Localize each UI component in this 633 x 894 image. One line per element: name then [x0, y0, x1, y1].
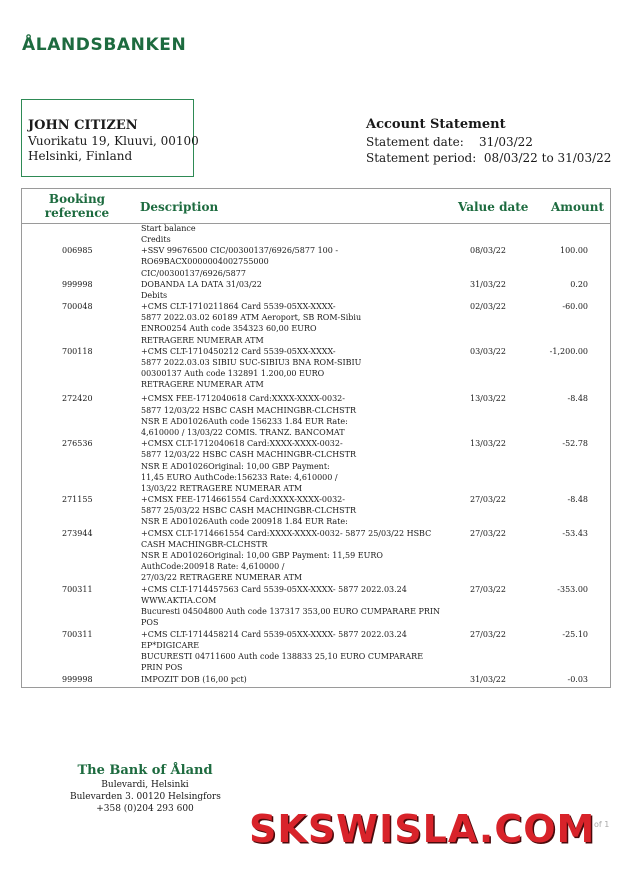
transactions-table [21, 188, 611, 688]
amount-cell: -53.43 [562, 529, 588, 538]
description-cell: 27/03/22 RETRAGERE NUMERAR ATM [141, 573, 303, 582]
description-cell: +CMS CLT-1714458214 Card 5539-05XX-XXXX- 5877 2022.03.24 [141, 630, 407, 639]
booking-ref-cell: 700048 [62, 302, 93, 311]
description-cell: Debits [141, 291, 168, 300]
value-date-cell: 31/03/22 [470, 675, 506, 684]
booking-ref-cell: 272420 [62, 394, 93, 403]
description-cell: Credits [141, 235, 171, 244]
statement-period-label: Statement period: [366, 151, 477, 165]
description-cell: +CMS CLT-1710211864 Card 5539-05XX-XXXX- [141, 302, 336, 311]
booking-ref-cell: 271155 [62, 495, 93, 504]
booking-ref-cell: 700311 [62, 630, 93, 639]
description-cell: +CMS CLT-1714457563 Card 5539-05XX-XXXX- 5877 2022.03.24 [141, 585, 407, 594]
description-cell: NSR E AD01026Original: 10,00 GBP Payment: 11,59 EURO [141, 551, 383, 560]
customer-address-line1: Vuorikatu 19, Kluuvi, 00100 [28, 134, 199, 148]
description-cell: +CMSX FEE-1714661554 Card:XXXX-XXXX-0032- [141, 495, 345, 504]
customer-address-box [21, 99, 199, 177]
description-cell: 4,610000 / 13/03/22 COMIS. TRANZ. BANCOMAT [141, 428, 345, 437]
statement-title: Account Statement [366, 117, 506, 132]
description-cell: 5877 12/03/22 HSBC CASH MACHINGBR-CLCHSTR [141, 406, 357, 415]
description-cell: 5877 25/03/22 HSBC CASH MACHINGBR-CLCHSTR [141, 506, 357, 515]
header-description: Description [140, 200, 219, 214]
description-cell: EP*DIGICARE [141, 641, 200, 650]
booking-ref-cell: 700118 [62, 347, 93, 356]
description-cell: RETRAGERE NUMERAR ATM [141, 380, 264, 389]
description-cell: 11,45 EURO AuthCode:156233 Rate: 4,610000 / [141, 473, 338, 482]
description-cell: BUCURESTI 04711600 Auth code 138833 25,10 EURO CUMPARARE [141, 652, 424, 661]
description-cell: Start balance [141, 224, 196, 233]
bank-logo: ÅLANDSBANKEN [22, 35, 187, 55]
statement-date [366, 134, 611, 150]
header-value-date: Value date [458, 200, 529, 214]
amount-cell: -25.10 [562, 630, 588, 639]
header-ref-line2: reference [44, 206, 110, 220]
description-cell: +CMSX CLT-1712040618 Card:XXXX-XXXX-0032- [141, 439, 343, 448]
amount-cell: -8.48 [567, 394, 588, 403]
description-cell: WWW.AKTIA.COM [141, 596, 217, 605]
amount-cell: 100.00 [560, 246, 588, 255]
amount-cell: -1,200.00 [549, 347, 588, 356]
description-cell: DOBANDA LA DATA 31/03/22 [141, 280, 262, 289]
statement-date-label: Statement date: [366, 135, 464, 149]
description-cell: 00300137 Auth code 132891 1.200,00 EURO [141, 369, 325, 378]
footer-address-line2: Bulevarden 3. 00120 Helsingfors [70, 792, 221, 802]
description-cell: 13/03/22 RETRAGERE NUMERAR ATM [141, 484, 303, 493]
booking-ref-cell: 276536 [62, 439, 93, 448]
statement-info [366, 116, 611, 166]
description-cell: +CMSX FEE-1712040618 Card:XXXX-XXXX-0032- [141, 394, 345, 403]
description-cell: +SSV 99676500 CIC/00300137/6926/5877 100 - [141, 246, 339, 255]
booking-ref-cell: 999998 [62, 280, 93, 289]
value-date-cell: 27/03/22 [470, 529, 506, 538]
description-cell: NSR E AD01026Auth code 156233 1.84 EUR Rate: [141, 417, 348, 426]
value-date-cell: 02/03/22 [470, 302, 506, 311]
description-cell: NSR E AD01026Auth code 200918 1.84 EUR Rate: [141, 517, 348, 526]
description-cell: RETRAGERE NUMERAR ATM [141, 336, 264, 345]
header-ref-line1: Booking [48, 192, 106, 206]
description-cell: Bucuresti 04504800 Auth code 137317 353,00 EURO CUMPARARE PRIN [141, 607, 441, 616]
header-booking-reference [32, 192, 122, 220]
booking-ref-cell: 999998 [62, 675, 93, 684]
description-cell: CASH MACHINGBR-CLCHSTR [141, 540, 268, 549]
statement-period-value: 08/03/22 to 31/03/22 [483, 151, 612, 165]
watermark: SKSWISLA.COM [249, 807, 596, 851]
booking-ref-cell: 700311 [62, 585, 93, 594]
description-cell: POS [141, 618, 159, 627]
statement-period [366, 150, 611, 166]
value-date-cell: 13/03/22 [470, 439, 506, 448]
value-date-cell: 31/03/22 [470, 280, 506, 289]
value-date-cell: 27/03/22 [470, 495, 506, 504]
description-cell: 5877 2022.03.03 SIBIU SUC-SIBIU3 BNA ROM-SIBIU [141, 358, 362, 367]
footer-phone: +358 (0)204 293 600 [96, 804, 194, 814]
footer-bank-name: The Bank of Åland [77, 763, 213, 778]
amount-cell: -0.03 [567, 675, 588, 684]
description-cell: RO69BACX0000004002755000 [141, 257, 269, 266]
amount-cell: -353.00 [557, 585, 588, 594]
value-date-cell: 27/03/22 [470, 585, 506, 594]
description-cell: +CMS CLT-1710450212 Card 5539-05XX-XXXX- [141, 347, 336, 356]
value-date-cell: 03/03/22 [470, 347, 506, 356]
description-cell: 5877 12/03/22 HSBC CASH MACHINGBR-CLCHSTR [141, 450, 357, 459]
description-cell: CIC/00300137/6926/5877 [141, 269, 246, 278]
description-cell: PRIN POS [141, 663, 183, 672]
page-number: of 1 [594, 820, 610, 829]
description-cell: AuthCode:200918 Rate: 4,610000 / [141, 562, 285, 571]
description-cell: IMPOZIT DOB (16,00 pct) [141, 675, 247, 684]
amount-cell: -60.00 [562, 302, 588, 311]
amount-cell: -8.48 [567, 495, 588, 504]
description-cell: ENRO0254 Auth code 354323 60,00 EURO [141, 324, 317, 333]
value-date-cell: 08/03/22 [470, 246, 506, 255]
header-amount: Amount [551, 200, 605, 214]
description-cell: +CMSX CLT-1714661554 Card:XXXX-XXXX-0032- 5877 25/03/22 HSBC [141, 529, 432, 538]
amount-cell: 0.20 [570, 280, 588, 289]
description-cell: 5877 2022.03.02 60189 ATM Aeroport, SB ROM-Sibiu [141, 313, 362, 322]
customer-address-line2: Helsinki, Finland [28, 149, 133, 163]
description-cell: NSR E AD01026Original: 10,00 GBP Payment: [141, 462, 330, 471]
value-date-cell: 27/03/22 [470, 630, 506, 639]
booking-ref-cell: 273944 [62, 529, 93, 538]
bank-footer [70, 763, 220, 815]
table-header [22, 189, 610, 224]
statement-date-value: 31/03/22 [479, 135, 533, 149]
customer-name: JOHN CITIZEN [28, 118, 138, 133]
amount-cell: -52.78 [562, 439, 588, 448]
booking-ref-cell: 006985 [62, 246, 93, 255]
value-date-cell: 13/03/22 [470, 394, 506, 403]
footer-address-line1: Bulevardi, Helsinki [101, 780, 189, 790]
